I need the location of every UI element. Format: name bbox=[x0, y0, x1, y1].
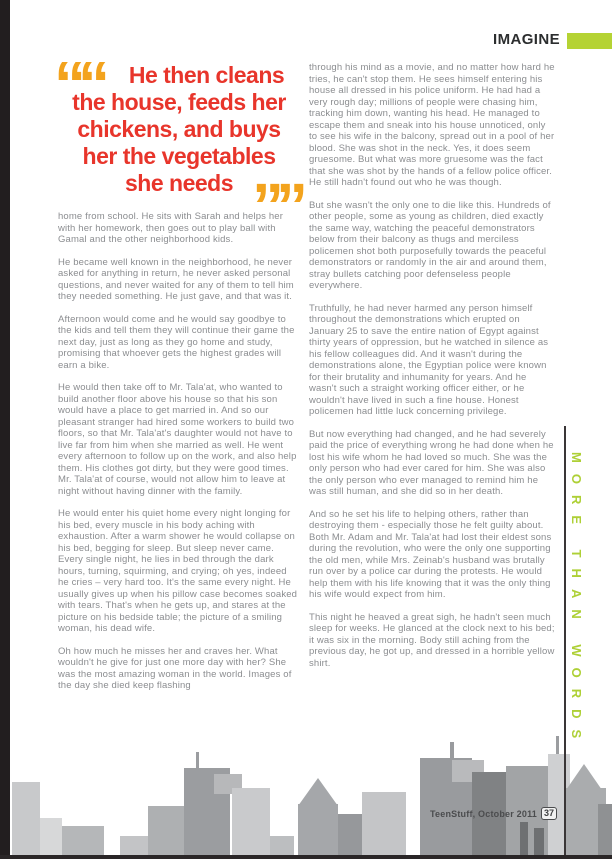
page-number-badge: 37 bbox=[541, 807, 557, 820]
city-skyline-illustration bbox=[0, 694, 612, 859]
close-quotes-icon: ”” bbox=[252, 170, 300, 242]
footer-issue-label: TeenStuff, October 2011 bbox=[430, 808, 537, 819]
left-column bbox=[54, 48, 300, 703]
bottom-edge-strip bbox=[0, 855, 612, 859]
body-paragraph: He would then take off to Mr. Tala'at, who wanted to build another floor above his house so that his son would have a place to get married in. And so our pleasant stranger had hired some workers to build two floors, so that Mr. Tala'at's daughter would not have to live far from him when she married as well. He went every afternoon to follow up on the work, and also help them. His clothes got dirty, but they were good times. Mr. Tala'at of course, would not allow him to leave at night without having dinner with the family. bbox=[58, 382, 297, 497]
pull-quote-line: the house, feeds her bbox=[72, 89, 286, 115]
body-paragraph: home from school. He sits with Sarah and helps her with her homework, then goes out to play ball with Gamal and the other neighborhood kids. bbox=[58, 211, 284, 245]
pull-quote-line: chickens, and buys bbox=[77, 116, 281, 142]
pull-quote-line: her the vegetables bbox=[82, 143, 276, 169]
section-title: IMAGINE bbox=[493, 31, 560, 48]
body-paragraph: And so he set his life to helping others, rather than destroying them - especially those he felt guilty about. Both Mr. Adam and Mr. Tala'at had lost their eldest sons during the revolution, who were the only one supporting the old men, while Mrs. Zeinab's husband was brutally run over by a police car during the protests. He would help them with his life knowing that it was the only thing his wife would expect from him. bbox=[309, 508, 552, 600]
body-paragraph: But she wasn't the only one to die like this. Hundreds of other people, some as young as children, died exactly the same way, watching the peaceful demonstrators below from their balcony as thugs and merciless policemen shot both purposefully towards the peaceful demonstrators or randomly in the air and around them, stray bullets catching poor defenseless people everywhere. bbox=[309, 199, 551, 291]
sidebar-divider-line bbox=[564, 426, 566, 859]
body-paragraph: Afternoon would come and he would say goodbye to the kids and tell them they will continue their game the next day, just as long as they go home and study, promising that whoever gets the highest grades will earn a bike. bbox=[58, 313, 295, 371]
body-paragraph: Truthfully, he had never harmed any person himself throughout the demonstrations which erupted on January 25 to save the entire nation of Egypt against thirty years of oppression, but he watched in silence as his fellow colleagues did. And it wasn't during the demonstrations alone, the Egyptian police were known for their brutality and inhumanity for years. And he wasn't such a straight working officer either, or he wouldn't have lived in such a fine house. Honest policemen had little luck concerning privilege. bbox=[309, 302, 549, 417]
sidebar-vertical-title: MORE THAN WORDS bbox=[569, 452, 584, 750]
body-paragraph: He would enter his quiet home every night longing for his bed, every muscle in his body aching with exhaustion. After a warm shower he would collapse on his bed, begging for sleep. But sleep never came. Every single night, he lies in bed through the dark hours, turning, squirming, and crying; oh yes, indeed he cries – very hard too. It's the same every night. He usually gives up when his pillow case becomes soaked with tears. That's when he gets up, and stares at the picture on his bedside table; the picture of a smiling woman, his dead wife. bbox=[58, 508, 298, 634]
open-quotes-icon: ““ bbox=[54, 48, 102, 120]
left-edge-strip bbox=[0, 0, 10, 859]
body-paragraph: He became well known in the neighborhood, he never asked for anything in return, he never asked personal questions, and never waited for any of them to tell him they needed something. He just gave, and that was it. bbox=[58, 256, 294, 302]
body-paragraph: through his mind as a movie, and no matter how hard he tries, he can't stop them. He sees himself entering his house all dressed in his police uniform. He had had a very rough day; millions of people were chasing him, tracking him down, wanting his head. He managed to escape them and sneak into his house unnoticed, only to see his wife in the balcony, spread out in a pool of her blood. She was shot in the neck. Yes, it does seem gruesome. But what was more gruesome was the fact that she was shot by the hands of a fellow police officer. He still hadn't found out who he was though. bbox=[309, 62, 555, 188]
pull-quote-line: she needs bbox=[125, 170, 233, 196]
body-paragraph: This night he heaved a great sigh, he hadn't seen much sleep for weeks. He glanced at the clock next to his bed; it was six in the morning. Body still aching from the previous day, he got up, and dressed in a horrible yellow shirt. bbox=[309, 611, 555, 669]
page-footer bbox=[430, 807, 557, 820]
body-paragraph: Oh how much he misses her and craves her. What wouldn't he give for just one more day with her? She was the most amazing woman in the world. Images of the day she died keep flashing bbox=[58, 645, 292, 691]
pull-quote-line: He then cleans bbox=[128, 62, 285, 88]
header-accent-block bbox=[567, 33, 612, 49]
right-column bbox=[309, 62, 556, 680]
body-paragraph: But now everything had changed, and he had severely paid the price of everything wrong he had done when he lost his wife whom he had loved so much. She was the only person who had ever cared for him. She was also the only person who ever managed to remind him he was still human, and she did so in her death. bbox=[309, 428, 554, 497]
